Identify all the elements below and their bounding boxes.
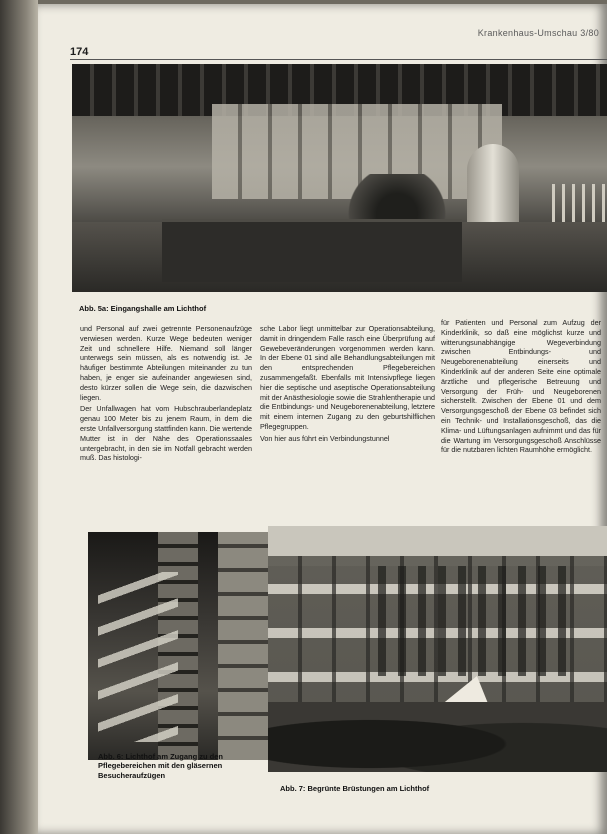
running-head: Krankenhaus-Umschau 3/80: [477, 28, 599, 38]
paragraph: und Personal auf zwei getrennte Personenaufzüge verwiesen werden. Kurze Wege bedeuten weniger Zeit und schnellere Hilfe. Niemand soll länger unterwegs sein müssen, als es notwendig ist. Je häufiger bestimmte Abteilungen miteinander zu tun haben, je enger sie aufeinander angewiesen sind, desto kürzer sollen die Wege sein, die dazwischen liegen.: [80, 324, 252, 402]
photo-green-parapets: [268, 526, 607, 772]
photo-seating: [162, 219, 462, 282]
figure-caption-7: Abb. 7: Begrünte Brüstungen am Lichthof: [280, 784, 430, 793]
photo-trees: [268, 702, 607, 772]
book-spine-shadow: [0, 0, 38, 834]
photo-entrance-hall: [72, 64, 607, 292]
text-column-1: [80, 324, 252, 465]
photo-hanging-plants: [378, 566, 578, 676]
photo-lamps: [98, 572, 178, 742]
text-column-2: [260, 324, 435, 446]
paragraph: für Patienten und Personal zum Aufzug der Kinderklinik, so daß eine möglichst kurze und witterungsunabhängige Wegeverbindung zwischen Entbindungs- und Neugeborenenabteilung einerseits und Kinderklinik auf der anderen Seite eine optimale ärztliche und pflegerische Betreuung und Versorgung der Früh- und Neugeborenen sicherstellt. Zwischen der Ebene 01 und dem Versorgungsgeschoß der Ebene 03 befindet sich ein Technik- und Installationsgeschoß, das die Klima- und Lüftungsanlagen aufnimmt und das für die Wartung im Versorgungsgeschoß Anschlüsse für die nutzbaren lichten Raumhöhe ermöglicht.: [441, 318, 601, 455]
paragraph: Der Unfallwagen hat vom Hubschrauberlandeplatz genau 100 Meter bis zu jenem Raum, in dem die erste Unfallversorgung stattfinden kann. Die wertende Mutter ist in der Nähe des Operationssaales untergebracht, in den sie im Notfall gebracht werden muß. Das histologi-: [80, 404, 252, 463]
figure-caption-6: Abb. 6: Lichthof am Zugang zu den Pflegebereichen mit den gläsernen Besucheraufzügen: [98, 752, 223, 780]
text-column-3: [441, 318, 601, 457]
photo-balconies: [218, 532, 268, 760]
paragraph: sche Labor liegt unmittelbar zur Operationsabteilung, damit in dringendem Falle rasch eine Überprüfung auf Gewebeveränderungen vorgenommen werden kann. In der Ebene 01 sind alle Behandlungsabteilungen mit den entsprechenden Pflegebereichen zusammengefaßt. Ebenfalls mit Intensivpflege liegen hier die septische und aseptische Operationsabteilung mit der Anästhesiologie sowie die Strahlentherapie und die Entbindungs- und Neugeborenenabteilung, letztere mit einem internen Zugang zu den geburtshilflichen Pflegegruppen.: [260, 324, 436, 431]
header-rule: [70, 59, 607, 60]
photo-atrium-elevators: [88, 532, 268, 760]
figure-caption-5a: Abb. 5a: Eingangshalle am Lichthof: [79, 304, 207, 313]
page-number: 174: [70, 46, 89, 58]
paragraph: Von hier aus führt ein Verbindungstunnel: [260, 433, 390, 443]
